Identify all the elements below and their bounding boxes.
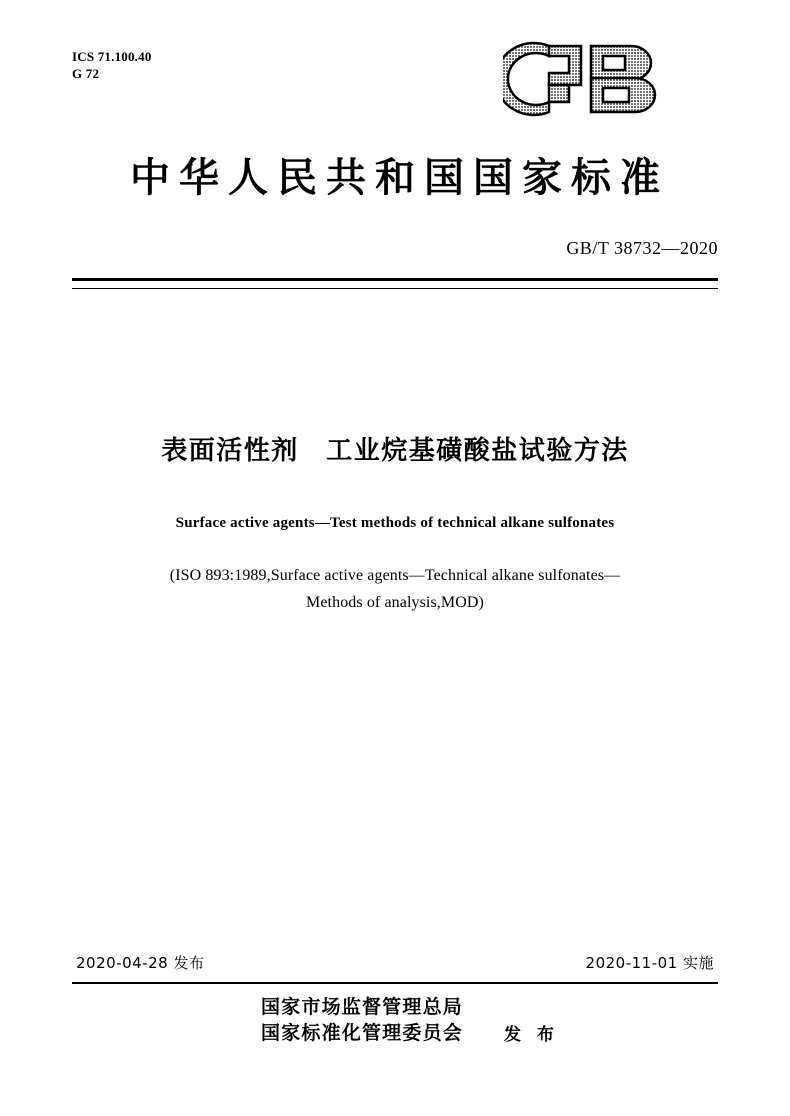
document-title-chinese: 表面活性剂 工业烷基磺酸盐试验方法	[161, 436, 629, 466]
iso-correspondence-line1: (ISO 893:1989,Surface active agents—Technical alkane sulfonates—	[169, 567, 621, 584]
header-divider-thin	[72, 288, 718, 289]
header-divider-thick	[72, 278, 718, 281]
iso-correspondence	[112, 562, 678, 616]
issue-date: 2020-04-28 发布	[76, 954, 205, 972]
page-header	[72, 40, 718, 170]
standard-number: GB/T 38732—2020	[566, 238, 718, 258]
gb-emblem-icon	[503, 40, 678, 118]
footer-divider	[72, 982, 718, 984]
iso-correspondence-line2: Methods of analysis,MOD)	[306, 594, 484, 611]
national-standard-title: 中华人民共和国国家标准	[130, 155, 669, 201]
publish-verb: 发 布	[504, 1025, 559, 1045]
publisher-line-2: 国家标准化管理委员会	[260, 1022, 463, 1044]
publisher-names	[232, 994, 492, 1046]
publisher-line-1: 国家市场监督管理总局	[260, 996, 463, 1018]
document-title-english: Surface active agents—Test methods of technical alkane sulfonates	[175, 515, 615, 531]
ccs-code: G 72	[72, 66, 100, 81]
effective-date: 2020-11-01 实施	[585, 954, 714, 972]
ics-code: ICS 71.100.40	[72, 49, 152, 64]
classification-codes	[72, 48, 152, 82]
footer-dates	[72, 952, 718, 974]
publisher-block	[72, 994, 718, 1054]
